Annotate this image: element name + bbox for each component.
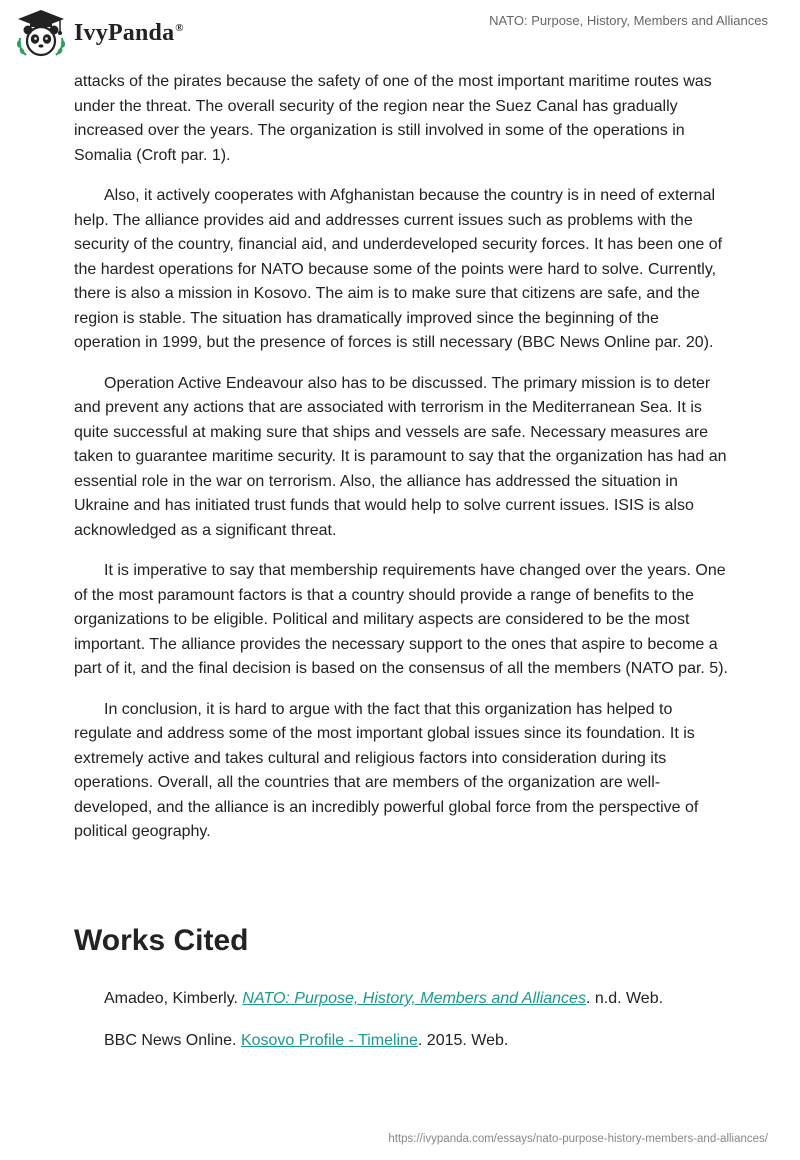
header xyxy=(0,0,800,70)
citation-author: BBC News Online. xyxy=(104,1032,241,1049)
paragraph: In conclusion, it is hard to argue with the fact that this organization has helped to regulate and address some of the most important global issues since its foundation. It is extremely active and takes cultural and religious factors into consideration during its operations. Overall, all the countries that are members of the organization are well-developed, and the alliance is an incredibly powerful global force from the perspective of political geography. xyxy=(74,700,699,840)
paragraph: Operation Active Endeavour also has to be discussed. The primary mission is to deter and prevent any actions that are associated with terrorism in the Mediterranean Sea. It is quite successful at making sure that ships and vessels are safe. Necessary measures are taken to guarantee maritime security. It is paramount to say that the organization has had an essential role in the war on terrorism. Also, the alliance has addressed the situation in Ukraine and has initiated trust funds that would help to solve current issues. ISIS is also acknowledged as a significant threat. xyxy=(74,374,727,539)
brand-name: IvyPanda® xyxy=(74,19,184,46)
citation-item xyxy=(104,1032,508,1050)
logo[interactable] xyxy=(14,8,184,58)
panda-graduate-icon xyxy=(14,8,68,58)
works-cited-heading: Works Cited xyxy=(74,924,249,957)
citation-suffix: . 2015. Web. xyxy=(417,1032,509,1049)
paragraph: It is imperative to say that membership requirements have changed over the years. One of the most paramount factors is that a country should provide a range of benefits to the organizations to be eligible. Political and military aspects are considered to be the most important. The alliance provides the necessary support to the ones that aspire to become a part of it, and the final decision is based on the consensus of all the members (NATO par. 5). xyxy=(74,562,728,677)
paragraph: Also, it actively cooperates with Afghanistan because the country is in need of external help. The alliance provides aid and addresses current issues such as problems with the security of the country, financial aid, and underdeveloped security forces. It has been one of the hardest operations for NATO because some of the points were hard to solve. Currently, there is also a mission in Kosovo. The aim is to make sure that citizens are safe, and the region is stable. The situation has dramatically improved since the beginning of the operation in 1999, but the presence of forces is still necessary (BBC News Online par. 20). xyxy=(74,187,723,351)
source-url[interactable]: https://ivypanda.com/essays/nato-purpose-history-members-and-alliances/ xyxy=(388,1133,768,1145)
citation-suffix: . n.d. Web. xyxy=(585,990,664,1007)
citation-item xyxy=(104,990,663,1008)
citation-link[interactable]: Kosovo Profile - Timeline xyxy=(240,1032,418,1049)
citation-link[interactable]: NATO: Purpose, History, Members and Alliances xyxy=(242,990,586,1007)
document-title: NATO: Purpose, History, Members and Alliances xyxy=(489,13,768,28)
essay-body xyxy=(74,70,728,861)
citation-author: Amadeo, Kimberly. xyxy=(104,990,243,1007)
paragraph: attacks of the pirates because the safety of one of the most important maritime routes was under the threat. The overall security of the region near the Suez Canal has gradually increased over the years. The organization is still involved in some of the operations in Somalia (Croft par. 1). xyxy=(74,73,712,164)
